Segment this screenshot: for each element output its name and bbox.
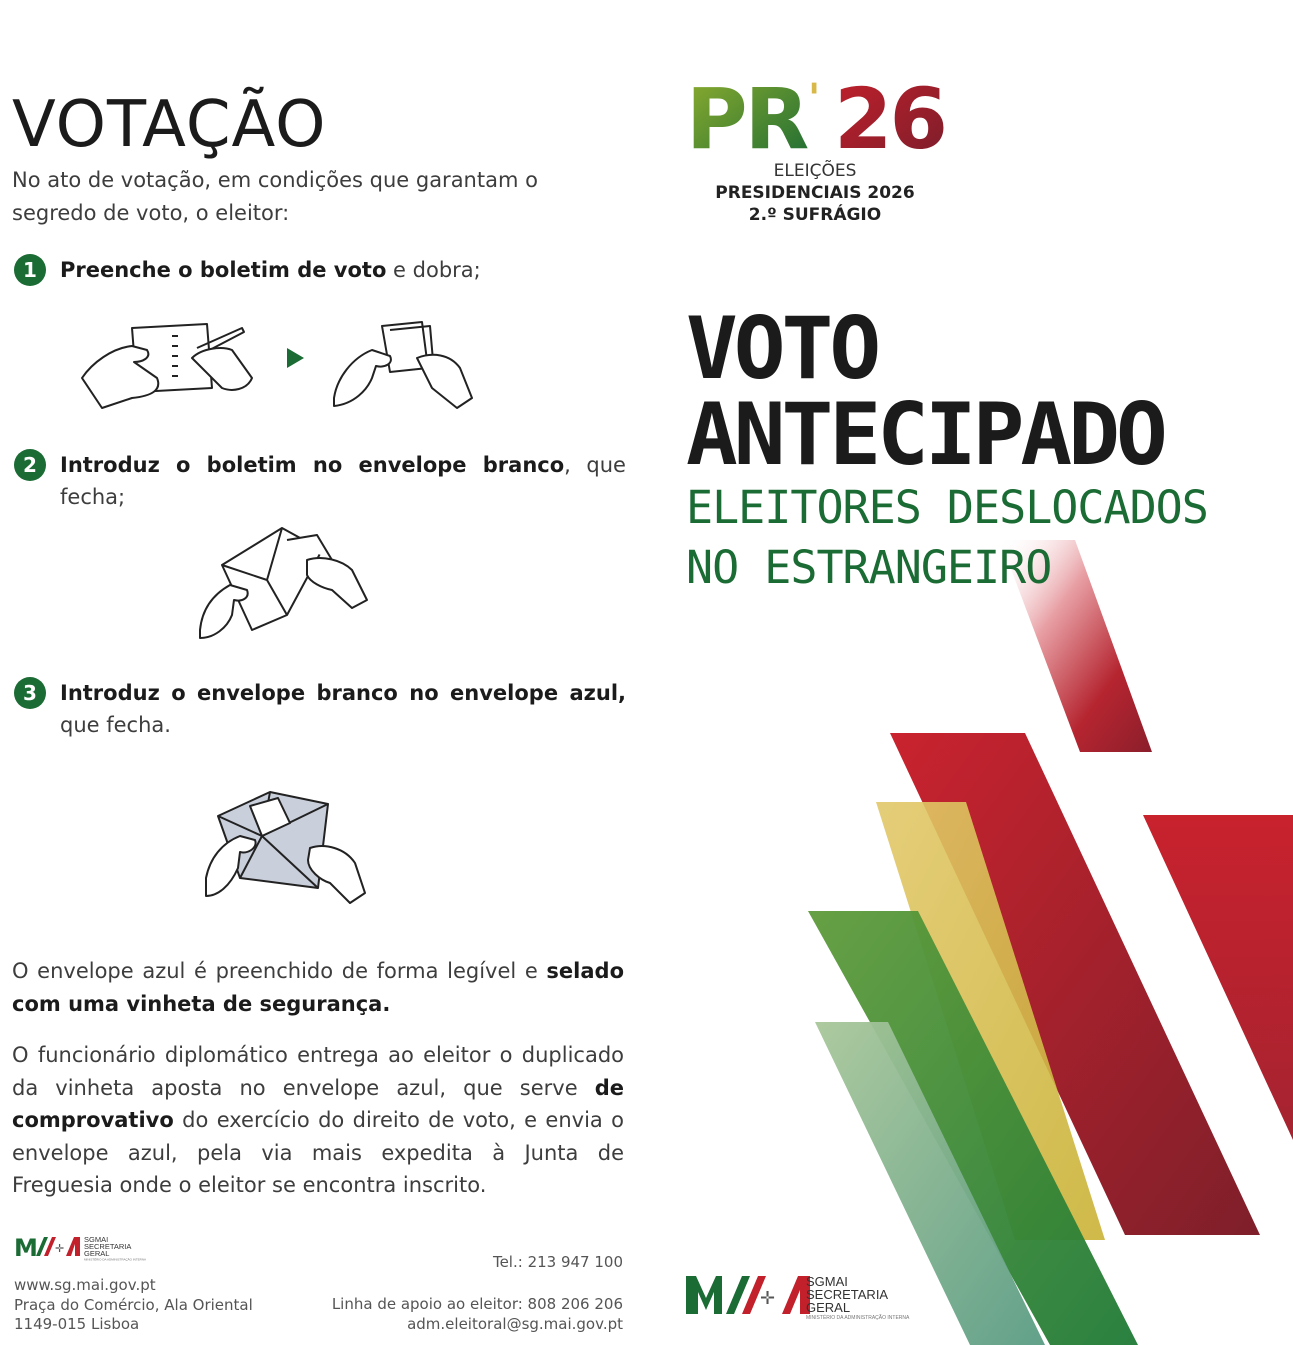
footer-address [14, 1276, 253, 1335]
address-line: 1149-015 Lisboa [14, 1315, 140, 1333]
step-bold: Preenche o boletim de voto [60, 258, 387, 282]
svg-text:SECRETARIA: SECRETARIA [806, 1287, 889, 1302]
step-bold: Introduz o envelope branco no envelope azul, [60, 681, 626, 705]
election-subtitle [700, 160, 930, 226]
telephone: Tel.: 213 947 100 [492, 1253, 623, 1271]
svg-text:M: M [14, 1234, 36, 1262]
blue-envelope-illustration [200, 788, 370, 913]
subtitle-line: ELEITORES DESLOCADOS [686, 481, 1208, 534]
sub-line: 2.º SUFRÁGIO [748, 205, 882, 225]
step-bold: Introduz o boletim no envelope branco [60, 453, 565, 477]
step-rest: e dobra; [386, 258, 481, 282]
svg-text:SECRETARIA: SECRETARIA [84, 1242, 132, 1251]
address-line: Praça do Comércio, Ala Oriental [14, 1295, 253, 1314]
subtitle-line: NO ESTRANGEIRO [686, 541, 1052, 594]
intro-text: No ato de votação, em condições que garantam o segredo de voto, o eleitor: [12, 168, 538, 225]
sub-line: ELEIÇÕES [773, 161, 857, 181]
svg-text:': ' [808, 76, 821, 122]
svg-text:✛: ✛ [55, 1242, 65, 1255]
sgmai-logo-small [14, 1234, 147, 1266]
decorative-stripes [640, 540, 1293, 1345]
white-envelope-illustration [192, 520, 372, 645]
title-line: ANTECIPADO [686, 385, 1164, 485]
svg-text:GERAL: GERAL [84, 1249, 110, 1258]
sgmai-logo [686, 1270, 916, 1326]
website-link[interactable]: www.sg.mai.gov.pt [14, 1276, 156, 1294]
step-1 [14, 254, 626, 286]
svg-text:26: 26 [834, 70, 945, 168]
para-text: do exercício do direito de voto, e envia o envelope azul, pela via mais expedita à Junta de Freguesia onde o eleitor se encontra inscrito. [12, 1108, 624, 1197]
step-2 [14, 449, 626, 513]
svg-text:PR: PR [686, 70, 807, 168]
support-line: Linha de apoio ao eleitor: 808 206 206 [331, 1295, 623, 1313]
svg-text:SGMAI: SGMAI [84, 1235, 109, 1244]
step-rest: , que fecha; [60, 453, 626, 509]
svg-text:MINISTÉRIO DA ADMINISTRAÇÃO IN: MINISTÉRIO DA ADMINISTRAÇÃO INTERNA [806, 1315, 910, 1321]
email-link[interactable]: adm.eleitoral@sg.mai.gov.pt [407, 1315, 623, 1333]
title-line: VOTO [686, 299, 878, 399]
step-rest: que fecha. [60, 713, 171, 737]
fill-ballot-illustration [72, 318, 482, 418]
step-number: 2 [14, 449, 46, 481]
step-number: 1 [14, 254, 46, 286]
section-title: VOTAÇÃO [12, 88, 327, 162]
paragraph-diplomatic [12, 1039, 624, 1202]
footer-contacts [332, 1252, 623, 1334]
main-title [686, 299, 1164, 485]
pr26-logo [686, 70, 946, 168]
step-number: 3 [14, 677, 46, 709]
paragraph-seal [12, 955, 624, 1020]
svg-text:✛: ✛ [760, 1288, 776, 1309]
para-bold: de comprovativo [12, 1075, 624, 1132]
svg-text:GERAL: GERAL [806, 1300, 851, 1315]
svg-text:MINISTÉRIO DA ADMINISTRAÇÃO IN: MINISTÉRIO DA ADMINISTRAÇÃO INTERNA [84, 1257, 147, 1262]
para-text: O envelope azul é preenchido de forma legível e [12, 959, 547, 983]
step-3 [14, 677, 626, 741]
para-bold: selado com uma vinheta de segurança. [12, 959, 624, 1016]
para-text: O funcionário diplomático entrega ao eleitor o duplicado da vinheta aposta no envelope azul, que serve [12, 1043, 624, 1100]
svg-text:SGMAI: SGMAI [806, 1274, 848, 1289]
sub-line: PRESIDENCIAIS 2026 [715, 183, 915, 203]
subtitle [686, 478, 1208, 598]
